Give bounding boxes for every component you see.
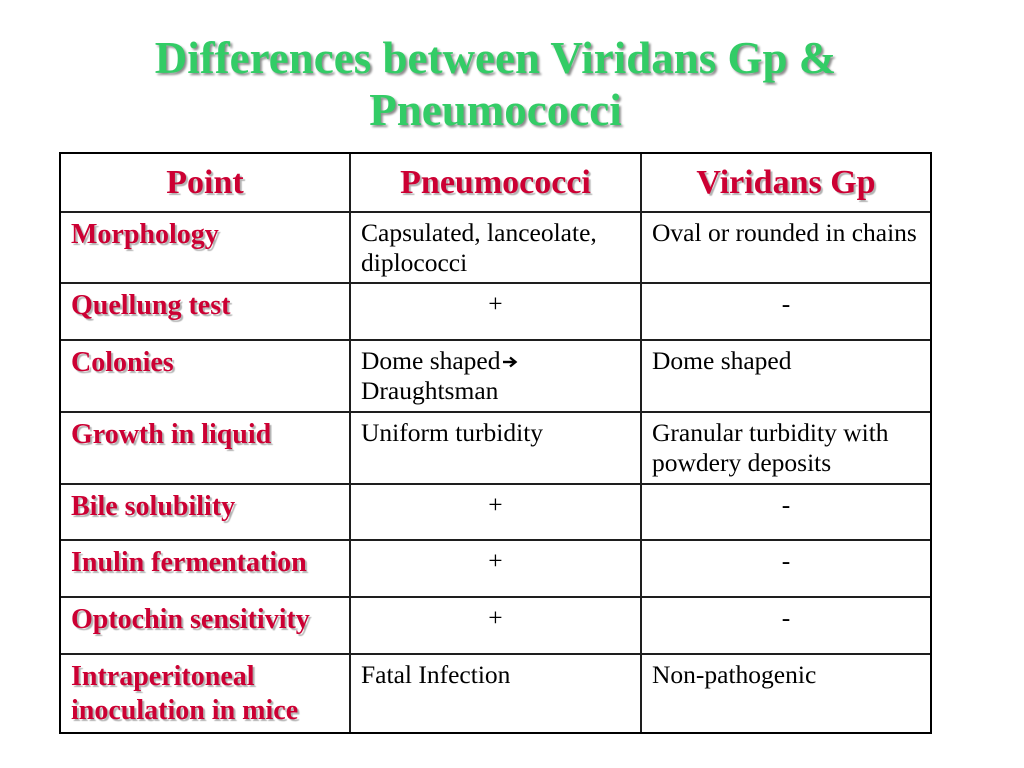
comparison-table xyxy=(59,152,932,734)
pneumococci-cell: + xyxy=(349,284,640,339)
pneumococci-cell: Fatal Infection xyxy=(349,655,640,732)
table-row xyxy=(61,596,930,653)
slide-title: Differences between Viridans Gp & Pneumococci xyxy=(154,33,837,135)
viridans-cell: - xyxy=(640,598,930,653)
viridans-cell: - xyxy=(640,485,930,539)
header-cell-point: Point xyxy=(166,163,244,201)
table-row xyxy=(61,211,930,282)
row-label: Growth in liquid xyxy=(71,419,272,450)
row-label: Quellung test xyxy=(71,290,231,321)
header-cell-pneumococci: Pneumococci xyxy=(349,154,640,211)
table-row xyxy=(61,653,930,732)
header-cell-viridans: Viridans Gp xyxy=(640,154,930,211)
right-arrow-icon xyxy=(502,347,518,363)
pneumococci-cell: + xyxy=(349,485,640,539)
viridans-cell: Dome shaped xyxy=(640,341,930,411)
pneumococci-cell-text: Dome shaped xyxy=(361,346,501,375)
pneumococci-cell: Uniform turbidity xyxy=(349,413,640,483)
table-row xyxy=(61,483,930,539)
viridans-cell: - xyxy=(640,541,930,596)
pneumococci-cell xyxy=(349,341,640,411)
table-row xyxy=(61,411,930,483)
row-label: Inulin fermentation xyxy=(71,547,307,578)
pneumococci-cell: + xyxy=(349,598,640,653)
table-row xyxy=(61,339,930,411)
pneumococci-cell: Capsulated, lanceolate, diplococci xyxy=(349,213,640,282)
row-label: Intraperitoneal inoculation in mice xyxy=(71,661,299,726)
row-label: Colonies xyxy=(71,347,174,378)
row-label: Bile solubility xyxy=(71,491,236,522)
viridans-cell: Non-pathogenic xyxy=(640,655,930,732)
pneumococci-cell: + xyxy=(349,541,640,596)
table-header-row xyxy=(61,154,930,211)
pneumococci-cell-text-continued: Draughtsman xyxy=(361,376,499,405)
table-row xyxy=(61,282,930,339)
viridans-cell: Granular turbidity with powdery deposits xyxy=(640,413,930,483)
viridans-cell: - xyxy=(640,284,930,339)
row-label: Morphology xyxy=(71,219,219,250)
table-row xyxy=(61,539,930,596)
viridans-cell: Oval or rounded in chains xyxy=(640,213,930,282)
row-label: Optochin sensitivity xyxy=(71,604,310,635)
